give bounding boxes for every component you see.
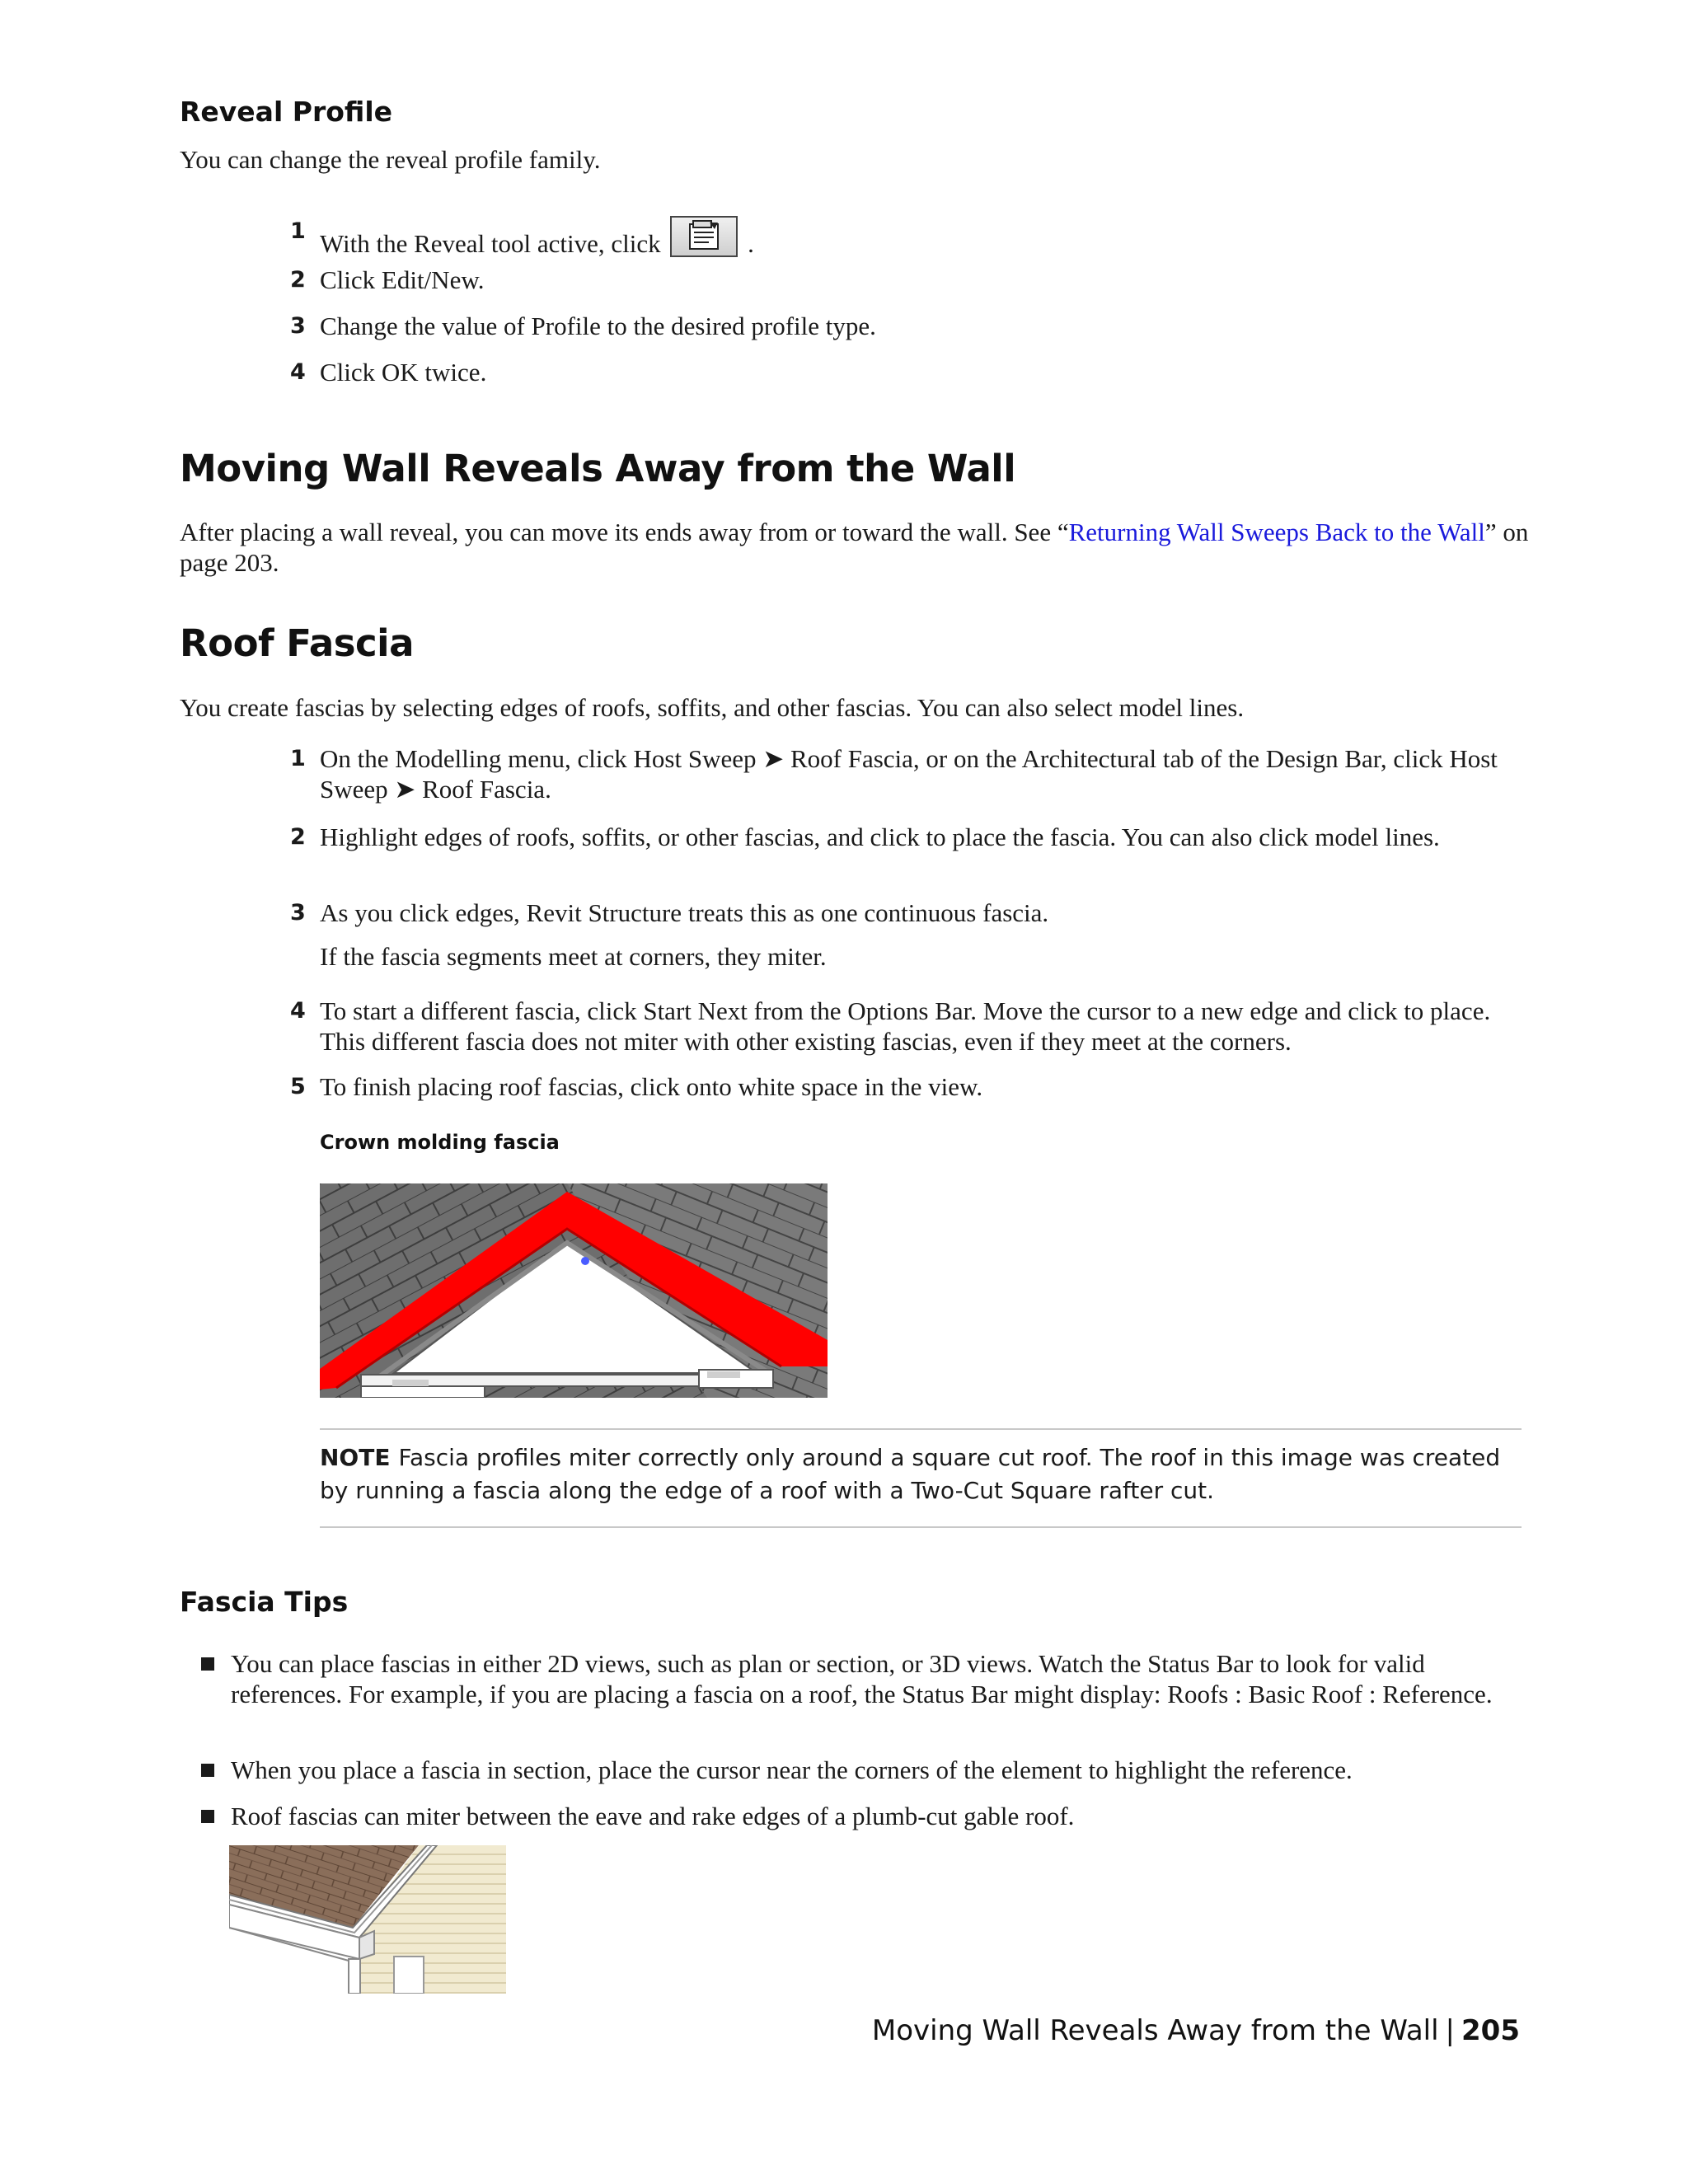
note-bottom-rule [320,1526,1522,1528]
tip-bullet-2 [201,1755,1528,1785]
step-text-end: . [748,229,754,258]
step-subtext: If the fascia segments meet at corners, they miter. [320,942,827,971]
step-text: Click Edit/New. [320,265,485,294]
page-number: 205 [1461,2014,1520,2047]
bullet-square-icon [201,1764,214,1777]
note-text: Fascia profiles miter correctly only around a square cut roof. The roof in this image was created by running a fascia along the edge of a roof with a Two-Cut Square rafter cut. [320,1444,1501,1504]
step-text: Click OK twice. [320,358,487,387]
reveal-step-4 [290,357,1526,387]
step-text: With the Reveal tool active, click [320,229,661,258]
note-top-rule [320,1428,1522,1430]
bullet-square-icon [201,1657,214,1671]
footer-separator: | [1445,2014,1456,2047]
page-footer [872,2014,1520,2047]
note-box [320,1441,1523,1507]
step-number: 2 [290,267,306,293]
moving-wall-reveals-heading: Moving Wall Reveals Away from the Wall [180,447,1016,490]
step-number: 1 [290,746,306,771]
properties-icon [670,216,738,257]
roof-fascia-heading: Roof Fascia [180,621,414,665]
roof-fascia-intro: You create fascias by selecting edges of roofs, soffits, and other fascias. You can also select model lines. [180,693,1245,722]
moving-wall-reveals-paragraph [180,517,1531,578]
step-number: 2 [290,824,306,850]
fascia-step-1 [290,743,1526,804]
step-text: Highlight edges of roofs, soffits, or other fascias, and click to place the fascia. You can also click model lines. [320,823,1440,851]
note-label: NOTE [320,1444,391,1471]
step-text: To finish placing roof fascias, click onto white space in the view. [320,1072,983,1101]
fascia-step-5 [290,1071,1526,1102]
footer-section-title: Moving Wall Reveals Away from the Wall [871,2014,1439,2047]
bullet-text: You can place fascias in either 2D views, such as plan or section, or 3D views. Watch the Status Bar to look for valid references. For example, if you are placing a fascia on a roof, the Status Bar might display: Roofs : Basic Roof : Reference. [231,1649,1493,1708]
reveal-step-1 [290,216,1526,259]
paragraph-text-end: ” on page 203. [180,518,1529,577]
reveal-step-2 [290,265,1526,295]
fascia-tips-heading: Fascia Tips [180,1586,349,1618]
bullet-square-icon [201,1810,214,1823]
step-number: 3 [290,900,306,926]
step-number: 3 [290,313,306,339]
crown-molding-fascia-image [320,1183,828,1398]
fascia-step-4 [290,996,1526,1057]
step-text: Change the value of Profile to the desired profile type. [320,312,876,340]
tip-bullet-3 [201,1801,1528,1831]
figure-caption: Crown molding fascia [320,1131,560,1154]
plumb-cut-gable-roof-image [229,1845,506,1994]
fascia-step-3 [290,898,1526,972]
step-text: To start a different fascia, click Start Next from the Options Bar. Move the cursor to a new edge and click to place. This different fascia does not miter with other existing fascias, even if they meet at the corners. [320,996,1491,1056]
step-number: 5 [290,1074,306,1099]
step-number: 1 [290,218,306,244]
paragraph-text: After placing a wall reveal, you can move its ends away from or toward the wall. See “ [180,518,1069,546]
bullet-text: Roof fascias can miter between the eave and rake edges of a plumb-cut gable roof. [231,1802,1075,1830]
reveal-profile-intro: You can change the reveal profile family. [180,145,601,174]
cross-reference-link[interactable]: Returning Wall Sweeps Back to the Wall [1068,518,1485,546]
fascia-step-2 [290,822,1526,852]
step-text: On the Modelling menu, click Host Sweep ➤ Roof Fascia, or on the Architectural tab of the Design Bar, click Host Sweep ➤ Roof Fascia. [320,744,1498,804]
bullet-text: When you place a fascia in section, place the cursor near the corners of the element to highlight the reference. [231,1755,1353,1784]
reveal-profile-heading: Reveal Profile [180,96,393,128]
tip-bullet-1 [201,1648,1528,1709]
step-number: 4 [290,359,306,385]
reveal-step-3 [290,311,1526,341]
step-text: As you click edges, Revit Structure treats this as one continuous fascia. [320,898,1049,927]
step-number: 4 [290,998,306,1024]
